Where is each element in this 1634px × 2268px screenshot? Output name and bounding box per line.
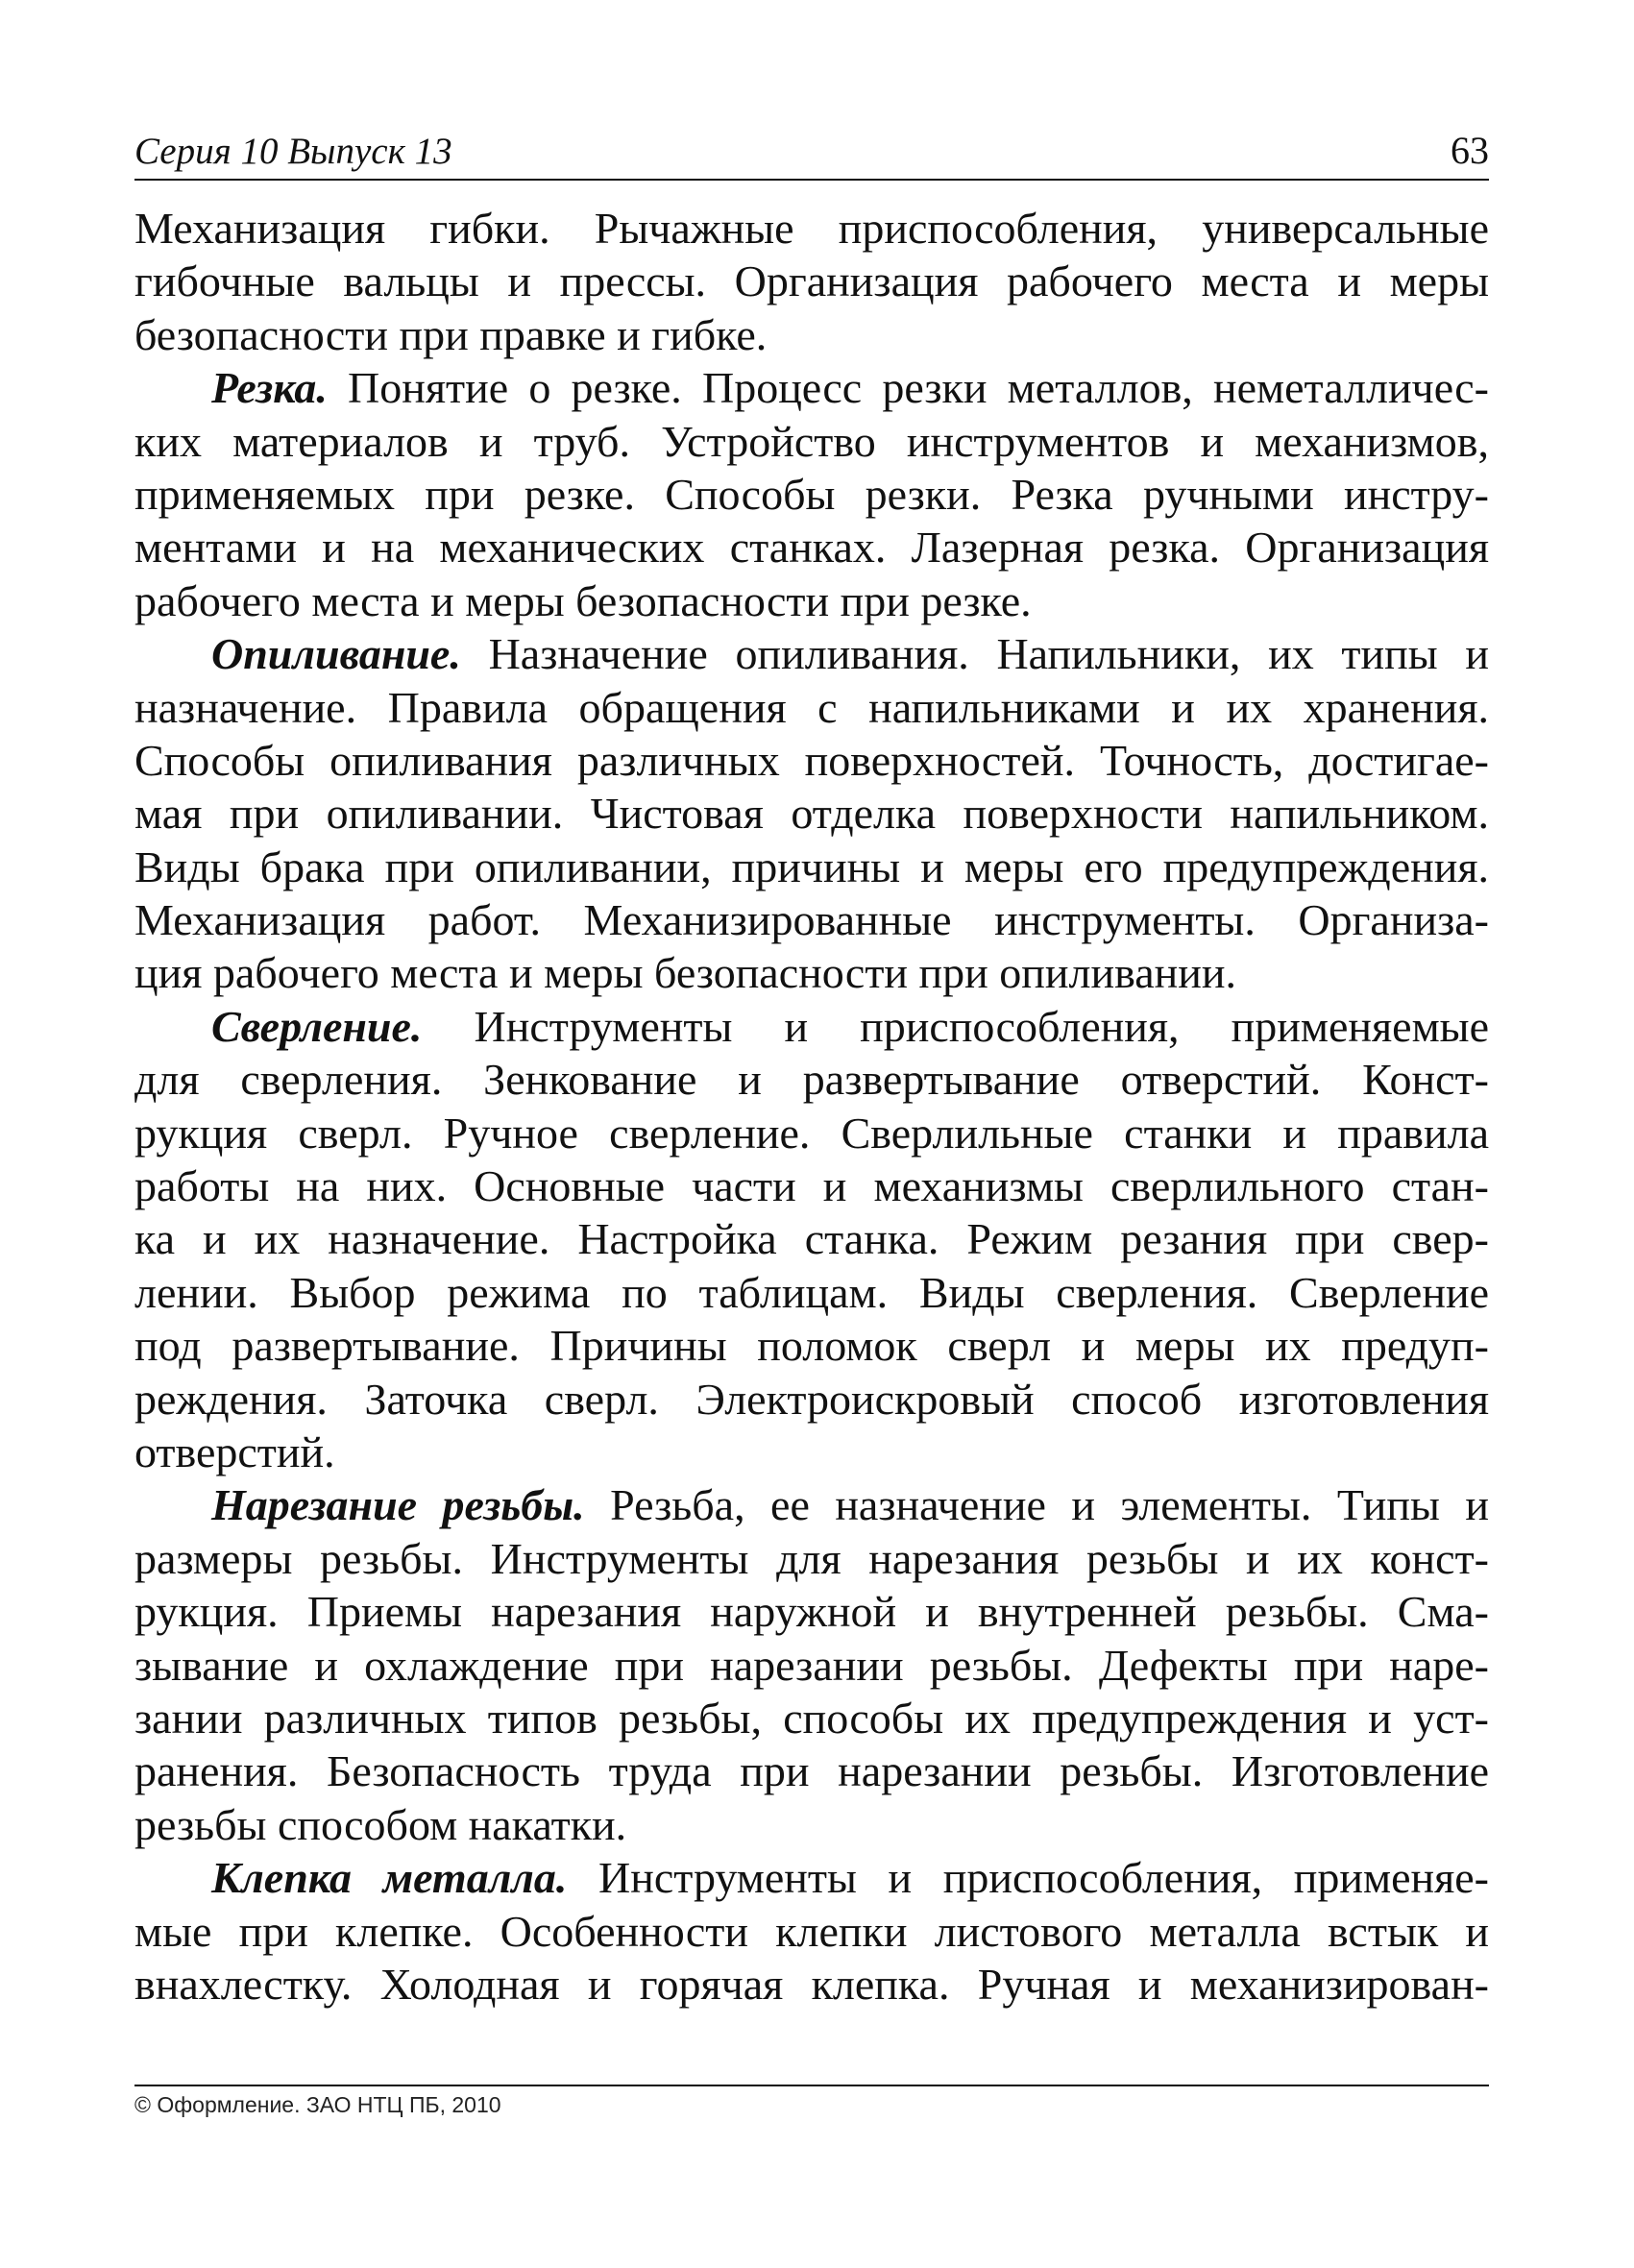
text-line: мая при опиливании. Чистовая отделка поверхности напильником. <box>134 789 1489 839</box>
paragraph-first-line <box>134 1478 1489 1531</box>
text-line: для сверления. Зенкование и развертывание отверстий. Конст- <box>134 1055 1489 1105</box>
paragraph-term: Опиливание. <box>211 629 461 679</box>
paragraph-term: Клепка металла. <box>211 1853 568 1903</box>
text-line: работы на них. Основные части и механизмы сверлильного стан- <box>134 1161 1489 1211</box>
paragraph-first-line <box>134 361 1489 414</box>
footer-copyright: © Оформление. ЗАО НТЦ ПБ, 2010 <box>134 2092 501 2117</box>
text-line: размеры резьбы. Инструменты для нарезания резьбы и их конст- <box>134 1533 1489 1583</box>
text-line: внахлестку. Холодная и горячая клепка. Ручная и механизирован- <box>134 1959 1489 2009</box>
text-line: ция рабочего места и меры безопасности при опиливании. <box>134 948 1236 998</box>
text-line: мые при клепке. Особенности клепки листового металла встык и <box>134 1906 1489 1956</box>
series-title: Серия 10 Выпуск 13 <box>134 131 452 172</box>
text-line: Способы опиливания различных поверхностей. Точность, достигае- <box>134 735 1489 785</box>
text-line: Механизация работ. Механизированные инструменты. Организа- <box>134 895 1489 945</box>
text-line: резьбы способом накатки. <box>134 1799 627 1849</box>
paragraph-term: Резка. <box>211 363 328 413</box>
text-line: Назначение опиливания. Напильники, их типы и <box>460 629 1489 679</box>
paragraph-first-line <box>134 1000 1489 1053</box>
text-line: Механизация гибки. Рычажные приспособления, универсальные <box>134 204 1489 253</box>
text-line: Виды брака при опиливании, причины и меры его предупреждения. <box>134 841 1489 891</box>
text-line: отверстий. <box>134 1427 335 1476</box>
text-line: зывание и охлаждение при нарезании резьбы. Дефекты при наре- <box>134 1640 1489 1690</box>
paragraph-term: Сверление. <box>211 1001 423 1051</box>
text-line: Понятие о резке. Процесс резки металлов, неметалличес- <box>327 363 1489 413</box>
paragraph-term: Нарезание резьбы. <box>211 1480 585 1530</box>
text-line: рукция. Приемы нарезания наружной и внутренней резьбы. Сма- <box>134 1587 1489 1637</box>
text-line: рабочего места и меры безопасности при резке. <box>134 575 1032 625</box>
text-line: ка и их назначение. Настройка станка. Режим резания при свер- <box>134 1214 1489 1264</box>
running-header <box>134 131 1489 181</box>
text-line: ранения. Безопасность труда при нарезании резьбы. Изготовление <box>134 1746 1489 1796</box>
page-number: 63 <box>1451 129 1489 172</box>
text-line: Резьба, ее назначение и элементы. Типы и <box>584 1480 1489 1530</box>
text-line: зании различных типов резьбы, способы их предупреждения и уст- <box>134 1693 1489 1743</box>
text-line: реждения. Заточка сверл. Электроискровый способ изготовления <box>134 1374 1489 1424</box>
paragraph-first-line <box>134 1851 1489 1904</box>
text-line: ментами и на механических станках. Лазерная резка. Организация <box>134 523 1489 573</box>
text-line: применяемых при резке. Способы резки. Резка ручными инстру- <box>134 469 1489 519</box>
text-line: гибочные вальцы и прессы. Организация рабочего места и меры <box>134 256 1489 306</box>
text-line: Инструменты и приспособления, применяе- <box>567 1853 1489 1903</box>
text-line: безопасности при правке и гибке. <box>134 309 768 359</box>
paragraph-first-line <box>134 627 1489 680</box>
text-line: Инструменты и приспособления, применяемые <box>422 1001 1489 1051</box>
footer-divider <box>134 2085 1489 2086</box>
text-line: ких материалов и труб. Устройство инструментов и механизмов, <box>134 416 1489 466</box>
text-line: рукция сверл. Ручное сверление. Сверлильные станки и правила <box>134 1108 1489 1158</box>
body-text <box>134 202 1489 2011</box>
text-line: лении. Выбор режима по таблицам. Виды сверления. Сверление <box>134 1267 1489 1317</box>
text-line: назначение. Правила обращения с напильниками и их хранения. <box>134 682 1489 732</box>
text-line: под развертывание. Причины поломок сверл и меры их предуп- <box>134 1321 1489 1371</box>
